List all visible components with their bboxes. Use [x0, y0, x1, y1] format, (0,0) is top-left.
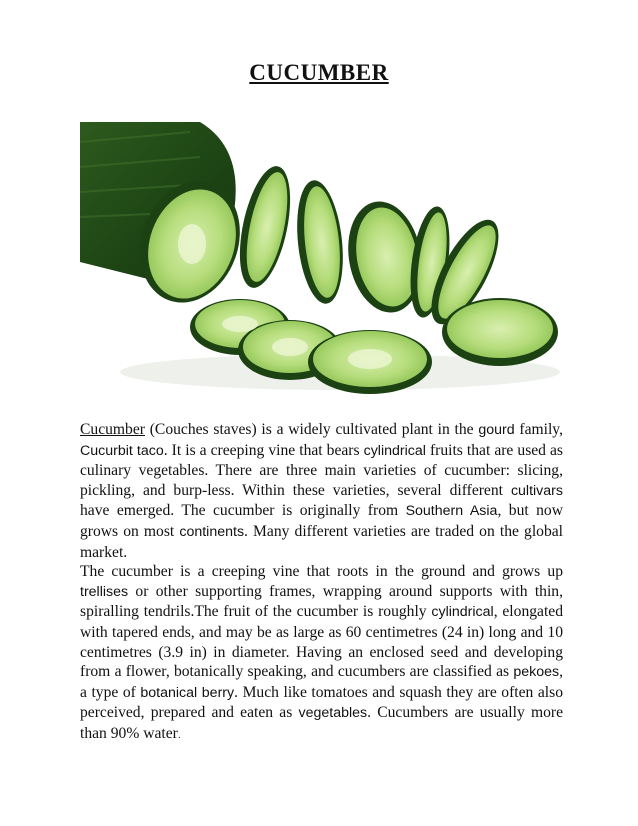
text-run: (Couches staves) is a widely cultivated plant in the — [144, 421, 479, 438]
link-trellises[interactable]: trellises — [80, 583, 129, 600]
text-run: or other supporting frames, wrapping around supports with thin, spiralling tendrils.The fruit of the cucumber is roughly — [80, 582, 563, 621]
link-cylindrical[interactable]: cylindrical — [363, 442, 426, 459]
paragraph-1 — [80, 420, 563, 562]
link-southern-asia[interactable]: Southern Asia — [405, 503, 498, 520]
link-pekoes[interactable]: pekoes — [513, 664, 560, 681]
cucumber-photo — [80, 122, 564, 396]
page-title: CUCUMBER — [249, 60, 389, 85]
link-cylindrical-2[interactable]: cylindrical — [431, 604, 494, 621]
article-body — [80, 420, 563, 746]
text-run: fruits that are used as culinary vegetables. There are three main varieties of cucumber: slicing, pickling, and burp-less. Within these varieties, several different — [80, 441, 564, 499]
link-gourd[interactable]: gourd — [478, 422, 515, 438]
text-run: , but now grows on most — [80, 502, 563, 540]
text-run: . It is a creeping vine that bears — [163, 441, 364, 459]
text-run: , elongated with tapered ends, and may be as large as 60 centimetres (24 in) long and 10 centimetres (3.9 in) in diameter. Having an enclosed seed and developing from a flower, botanically speaking, and cucumbers are classified as — [80, 603, 564, 681]
text-run: family, — [514, 421, 563, 438]
link-vegetables[interactable]: vegetables — [298, 705, 368, 722]
text-run: The cucumber is a creeping vine that roots in the ground and grows up — [80, 563, 563, 581]
link-cultivars[interactable]: cultivars — [510, 482, 563, 499]
text-run: . Much like tomatoes and squash they are often also perceived, prepared and eaten as — [80, 683, 563, 722]
text-run: have emerged. The cucumber is originally from — [80, 502, 406, 520]
text-run: , a type of — [80, 663, 563, 701]
link-botanical-berry[interactable]: botanical berry — [140, 684, 235, 701]
text-run: . Cucumbers are usually more than 90% water — [80, 704, 563, 742]
paragraph-2 — [80, 562, 563, 745]
text-run: . Many different varieties are traded on the global market. — [80, 522, 563, 561]
link-cucurbit-taco[interactable]: Cucurbit taco — [80, 442, 164, 459]
link-cucumber[interactable]: Cucumber — [80, 421, 145, 438]
link-continents[interactable]: continents — [179, 523, 245, 540]
text-run: . — [177, 729, 181, 741]
